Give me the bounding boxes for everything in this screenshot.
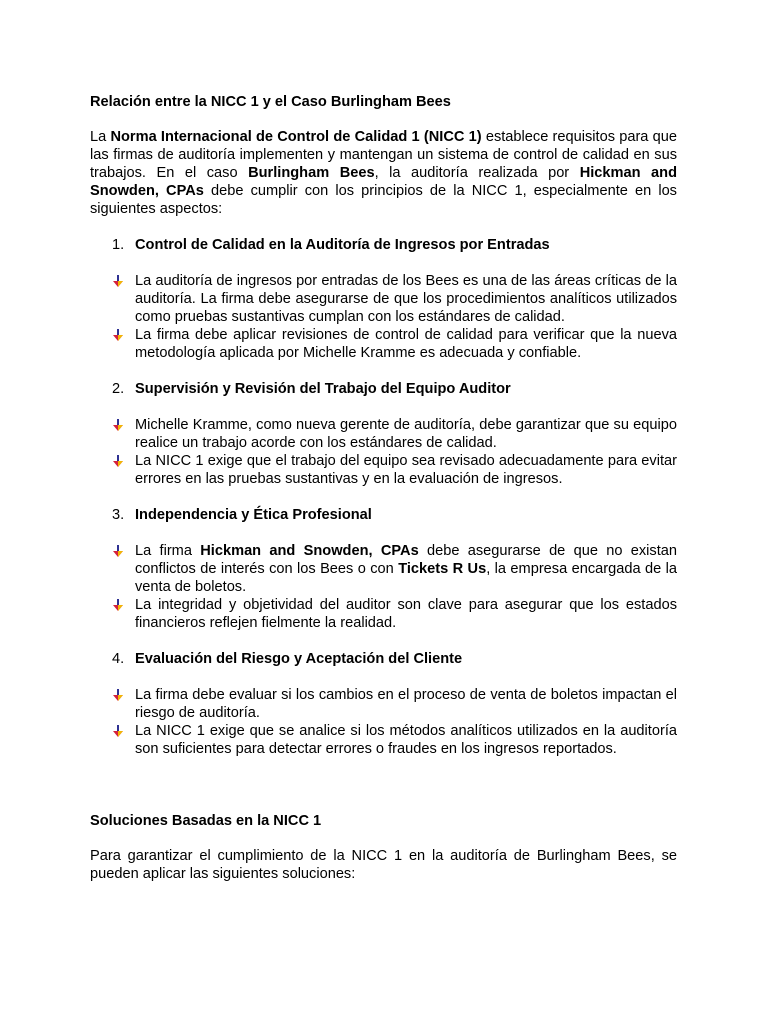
section-2-heading bbox=[90, 380, 677, 398]
arrow-down-bullet-icon bbox=[112, 689, 124, 702]
bullet-text: La auditoría de ingresos por entradas de los Bees es una de las áreas críticas de la auditoría. La firma debe asegurarse de que los procedimientos analíticos utilizados como pruebas sustantivas cumplan con los estándares de calidad. bbox=[135, 273, 677, 325]
list-item bbox=[90, 326, 677, 362]
intro-bold-burlingham: Burlingham Bees bbox=[248, 165, 375, 181]
intro-paragraph bbox=[90, 128, 677, 218]
section-2 bbox=[90, 380, 677, 488]
document-heading: Relación entre la NICC 1 y el Caso Burlingham Bees bbox=[90, 94, 451, 110]
section-title: Control de Calidad en la Auditoría de Ingresos por Entradas bbox=[135, 237, 550, 253]
bullet-text: La NICC 1 exige que se analice si los métodos analíticos utilizados en la auditoría son suficientes para detectar errores o fraudes en los ingresos reportados. bbox=[135, 723, 677, 757]
arrow-down-bullet-icon bbox=[112, 725, 124, 738]
bullet-list bbox=[90, 416, 677, 488]
bullet-text: La integridad y objetividad del auditor son clave para asegurar que los estados financieros reflejen fielmente la realidad. bbox=[135, 597, 677, 631]
bullet-text: La NICC 1 exige que el trabajo del equipo sea revisado adecuadamente para evitar errores en las pruebas sustantivas y en la evaluación de ingresos. bbox=[135, 453, 677, 487]
bullet-text: La firma debe aplicar revisiones de control de calidad para verificar que la nueva metodología aplicada por Michelle Kramme es adecuada y confiable. bbox=[135, 327, 677, 361]
list-item bbox=[90, 686, 677, 722]
bullet-list bbox=[90, 272, 677, 362]
section-4-heading bbox=[90, 650, 677, 668]
section-1 bbox=[90, 236, 677, 362]
arrow-down-bullet-icon bbox=[112, 599, 124, 612]
bullet-list bbox=[90, 542, 677, 632]
intro-text-2: establece requisitos para que las firmas de auditoría implementen y mantengan un sistema de control de calidad en sus trabajos. En el caso bbox=[90, 129, 677, 181]
bullet-text: Michelle Kramme, como nueva gerente de auditoría, debe garantizar que su equipo realice un trabajo acorde con los estándares de calidad. bbox=[135, 417, 677, 451]
intro-text-4: debe cumplir con los principios de la NICC 1, especialmente en los siguientes aspectos: bbox=[90, 183, 677, 217]
arrow-down-bullet-icon bbox=[112, 329, 124, 342]
section-title: Supervisión y Revisión del Trabajo del Equipo Auditor bbox=[135, 381, 511, 397]
document-content bbox=[90, 93, 677, 883]
section-number: 1. bbox=[112, 237, 125, 253]
section-number: 2. bbox=[112, 381, 125, 397]
list-item bbox=[90, 272, 677, 326]
section-3-heading bbox=[90, 506, 677, 524]
intro-text-1: La bbox=[90, 129, 111, 145]
spacer bbox=[90, 758, 677, 812]
intro-text-3: , la auditoría realizada por bbox=[374, 165, 580, 181]
list-item bbox=[90, 722, 677, 758]
bullet-list bbox=[90, 686, 677, 758]
bullet-text: , la empresa encargada de la venta de boletos. bbox=[135, 561, 677, 595]
bullet-text: La firma bbox=[135, 543, 201, 559]
list-item bbox=[90, 416, 677, 452]
intro-bold-hickman: Hickman and Snowden, CPAs bbox=[90, 165, 677, 199]
section-title: Evaluación del Riesgo y Aceptación del Cliente bbox=[135, 651, 463, 667]
section-number: 3. bbox=[112, 507, 125, 523]
section-3 bbox=[90, 506, 677, 632]
list-item bbox=[90, 596, 677, 632]
list-item bbox=[90, 452, 677, 488]
solutions-paragraph: Para garantizar el cumplimiento de la NICC 1 en la auditoría de Burlingham Bees, se pueden aplicar las siguientes soluciones: bbox=[90, 848, 677, 882]
section-4 bbox=[90, 650, 677, 758]
arrow-down-bullet-icon bbox=[112, 455, 124, 468]
bullet-bold-tickets: Tickets R Us bbox=[398, 561, 487, 577]
section-title: Independencia y Ética Profesional bbox=[135, 507, 372, 523]
bullet-text: La firma debe evaluar si los cambios en el proceso de venta de boletos impactan el riesgo de auditoría. bbox=[135, 687, 677, 721]
list-item bbox=[90, 542, 677, 596]
solutions-heading: Soluciones Basadas en la NICC 1 bbox=[90, 813, 322, 829]
arrow-down-bullet-icon bbox=[112, 545, 124, 558]
arrow-down-bullet-icon bbox=[112, 419, 124, 432]
bullet-text: debe asegurarse de que no existan conflictos de interés con los Bees o con bbox=[135, 543, 678, 577]
intro-bold-nicc: Norma Internacional de Control de Calidad 1 (NICC 1) bbox=[110, 129, 482, 145]
section-number: 4. bbox=[112, 651, 125, 667]
arrow-down-bullet-icon bbox=[112, 275, 124, 288]
section-1-heading bbox=[90, 236, 677, 254]
bullet-bold-hickman: Hickman and Snowden, CPAs bbox=[200, 543, 419, 559]
